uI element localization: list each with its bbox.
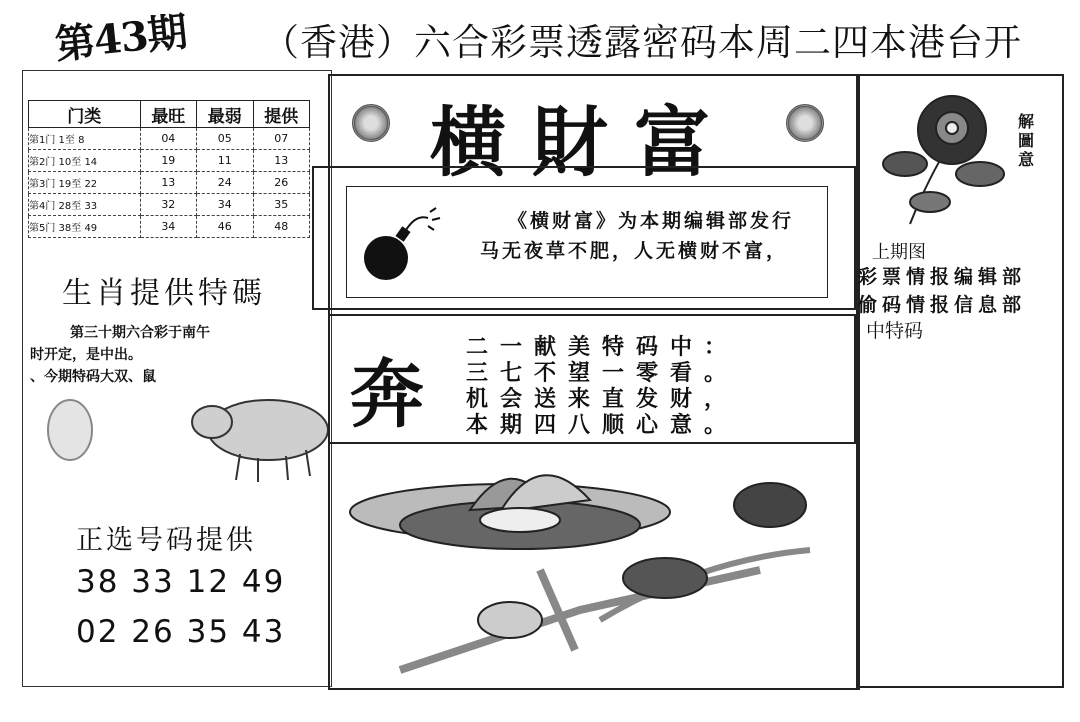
department-line: 彩票情报编辑部 (858, 266, 1027, 288)
cell: 46 (197, 216, 253, 238)
bomb-icon (358, 196, 448, 286)
cell: 19 (140, 150, 196, 172)
picks-title: 正选号码提供 (76, 525, 256, 556)
cell: 04 (140, 128, 196, 150)
poem-line: 二一献美特码中： (466, 334, 739, 360)
zodiac-line: 、今期特码大双、鼠 (30, 369, 156, 385)
cell: 11 (197, 150, 253, 172)
col-header-weakest: 最弱 (197, 101, 253, 128)
cell: 07 (253, 128, 310, 150)
col-header-category: 门类 (29, 101, 141, 128)
zodiac-line: 时开定，是中出。 (30, 347, 142, 363)
special-code-label: 中特码 (866, 320, 924, 342)
coin-icon (352, 104, 390, 142)
zodiac-title: 生肖提供特碼 (62, 276, 266, 311)
cell: 13 (253, 150, 310, 172)
poem-line: 三七不望一零看。 (466, 360, 739, 386)
coin-icon (786, 104, 824, 142)
cell: 第2门 10至 14 (29, 150, 141, 172)
brand-title: 横財富 (430, 98, 736, 187)
cell: 第1门 1至 8 (29, 128, 141, 150)
cell: 34 (197, 194, 253, 216)
table-row (29, 216, 310, 238)
table-row (29, 194, 310, 216)
col-header-hottest: 最旺 (140, 101, 196, 128)
page-header: （香港）六合彩票透露密码本周二四本港台开 (262, 21, 1022, 64)
cell: 35 (253, 194, 310, 216)
department-line: 偷码情报信息部 (858, 294, 1027, 316)
cell: 26 (253, 172, 310, 194)
cell: 48 (253, 216, 310, 238)
poem-line: 机会送来直发财， (466, 386, 739, 412)
number-table (28, 100, 310, 238)
intro-line-2: 马无夜草不肥，人无横财不富， (480, 240, 789, 262)
zodiac-note (30, 322, 320, 388)
cell: 34 (140, 216, 196, 238)
last-issue-label: 上期图 (872, 242, 926, 263)
pick-numbers-row-2: 02 26 35 43 (76, 614, 286, 650)
big-character: 奔 (350, 352, 424, 438)
table-row (29, 128, 310, 150)
rose-illustration (870, 84, 1010, 234)
cell: 第5门 38至 49 (29, 216, 141, 238)
issue-number: 第43期 (52, 8, 189, 69)
lotus-illustration (340, 450, 850, 682)
table-row (29, 172, 310, 194)
table-row (29, 150, 310, 172)
poem-line: 本期四八顺心意。 (466, 412, 739, 438)
zodiac-line: 第三十期六合彩于南午 (70, 325, 210, 341)
pig-illustration (30, 388, 328, 498)
cell: 24 (197, 172, 253, 194)
cell: 第4门 28至 33 (29, 194, 141, 216)
pick-numbers-row-1: 38 33 12 49 (76, 564, 286, 600)
cell: 13 (140, 172, 196, 194)
cell: 第3门 19至 22 (29, 172, 141, 194)
cell: 32 (140, 194, 196, 216)
col-header-offer: 提供 (253, 101, 310, 128)
cell: 05 (197, 128, 253, 150)
intro-line-1: 《横财富》为本期编辑部发行 (508, 210, 795, 232)
legend-label: 解圖意 (1018, 112, 1035, 169)
